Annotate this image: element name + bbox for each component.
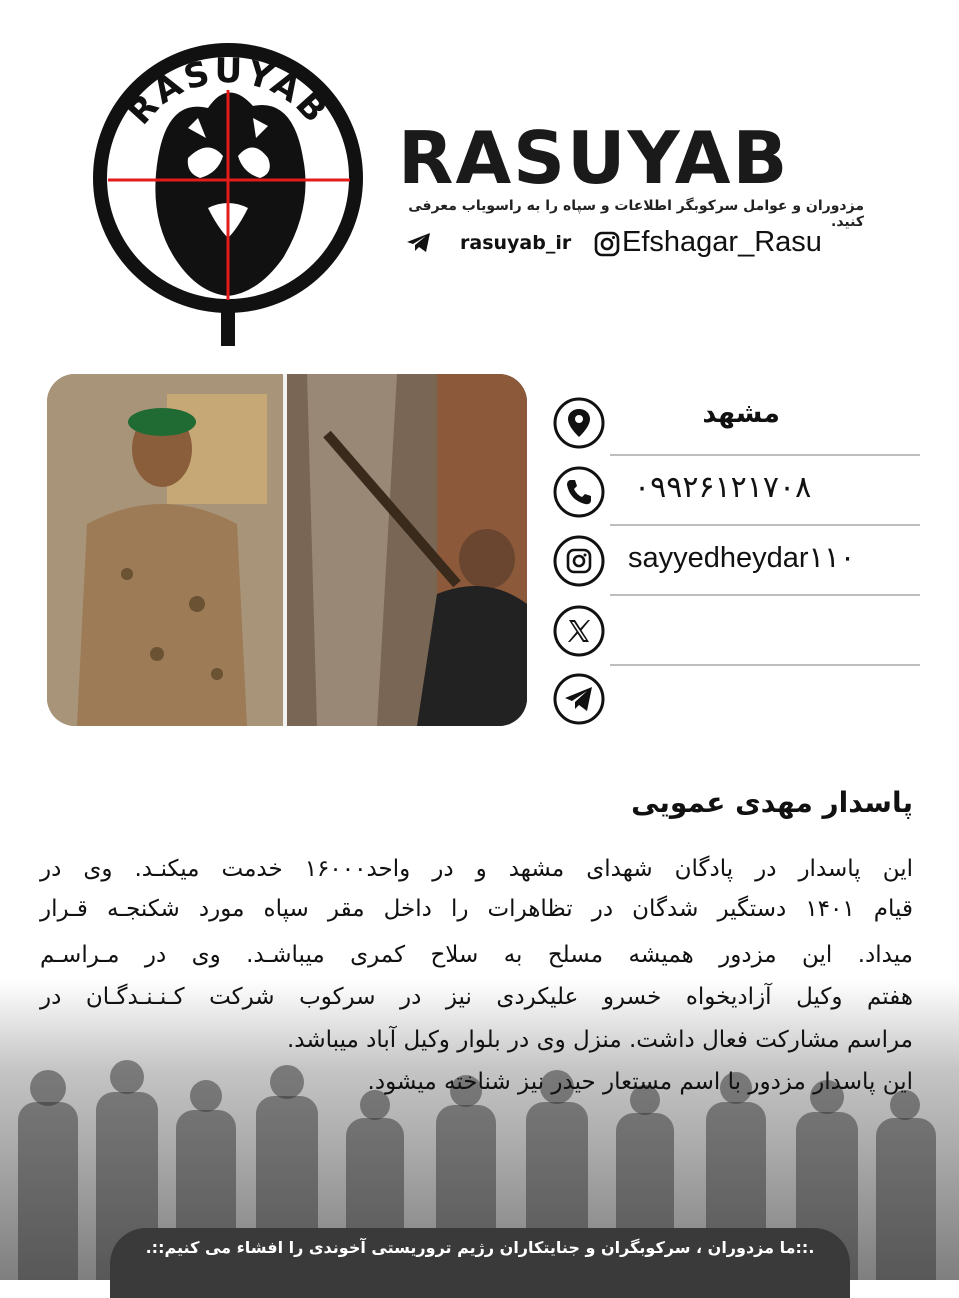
telegram-icon[interactable] bbox=[406, 232, 432, 254]
profile-photos bbox=[47, 374, 527, 726]
instagram-username[interactable]: sayyedheydar۱۱۰ bbox=[628, 542, 856, 574]
location-icon bbox=[552, 396, 606, 450]
svg-text:RASUYAB: RASUYAB bbox=[119, 51, 337, 133]
phone-number[interactable]: ۰۹۹۲۶۱۲۱۷۰۸ bbox=[634, 470, 812, 505]
description-line: مراسم مشارکت فعال داشت. منزل وی در بلوار وکیل آباد میباشد. bbox=[286, 1027, 913, 1053]
crosshair-animal-logo-icon bbox=[88, 38, 368, 348]
city-value: مشهد bbox=[702, 398, 780, 429]
description-line: میداد. این مزدور همیشه مسلح به سلاح کمری میباشـد. وی در مـراسـم bbox=[40, 942, 913, 968]
description-line: این پاسدار در پادگان شهدای مشهد و در واحد۱۶۰۰۰ خدمت میکنـد. وی در bbox=[40, 856, 914, 882]
rasuyab-logo bbox=[88, 38, 368, 348]
footer-slogan: .::ما مزدوران ، سرکوبگران و جنایتکاران رژیم تروریستی آخوندی را افشاء می کنیم::. bbox=[145, 1238, 815, 1257]
telegram-icon bbox=[552, 672, 606, 726]
brand-title: RASUYAB bbox=[398, 116, 790, 200]
instagram-icon bbox=[552, 534, 606, 588]
instagram-handle-link[interactable]: Efshagar_Rasu bbox=[622, 226, 822, 258]
x-twitter-icon bbox=[552, 604, 606, 658]
brand-social-row bbox=[400, 226, 860, 262]
uniform-photo bbox=[47, 374, 283, 726]
divider bbox=[610, 524, 920, 526]
telegram-handle-link[interactable]: rasuyab_ir bbox=[460, 232, 572, 254]
description-line: هفتم وکیل آزادیخواه خسرو علیکردی نیز در سرکوب شرکت کـنـنـدگـان در bbox=[40, 984, 913, 1010]
phone-icon bbox=[552, 465, 606, 519]
instagram-icon[interactable] bbox=[594, 231, 620, 257]
rifle-photo bbox=[287, 374, 527, 726]
description-line: قیام ۱۴۰۱ دستگیر شدگان در تظاهرات را داخل مقر سپاه مورد شکنجـه قـرار bbox=[40, 896, 913, 922]
person-name: پاسدار مهدی عمویی bbox=[631, 786, 913, 819]
divider bbox=[610, 664, 920, 666]
description-line: این پاسدار مزدور با اسم مستعار حیدر نیز شناخته میشود. bbox=[367, 1069, 913, 1095]
divider bbox=[610, 594, 920, 596]
brand-subtitle: مزدوران و عوامل سرکوبگر اطلاعات و سپاه را به راسویاب معرفی کنید. bbox=[408, 198, 864, 230]
divider bbox=[610, 454, 920, 456]
